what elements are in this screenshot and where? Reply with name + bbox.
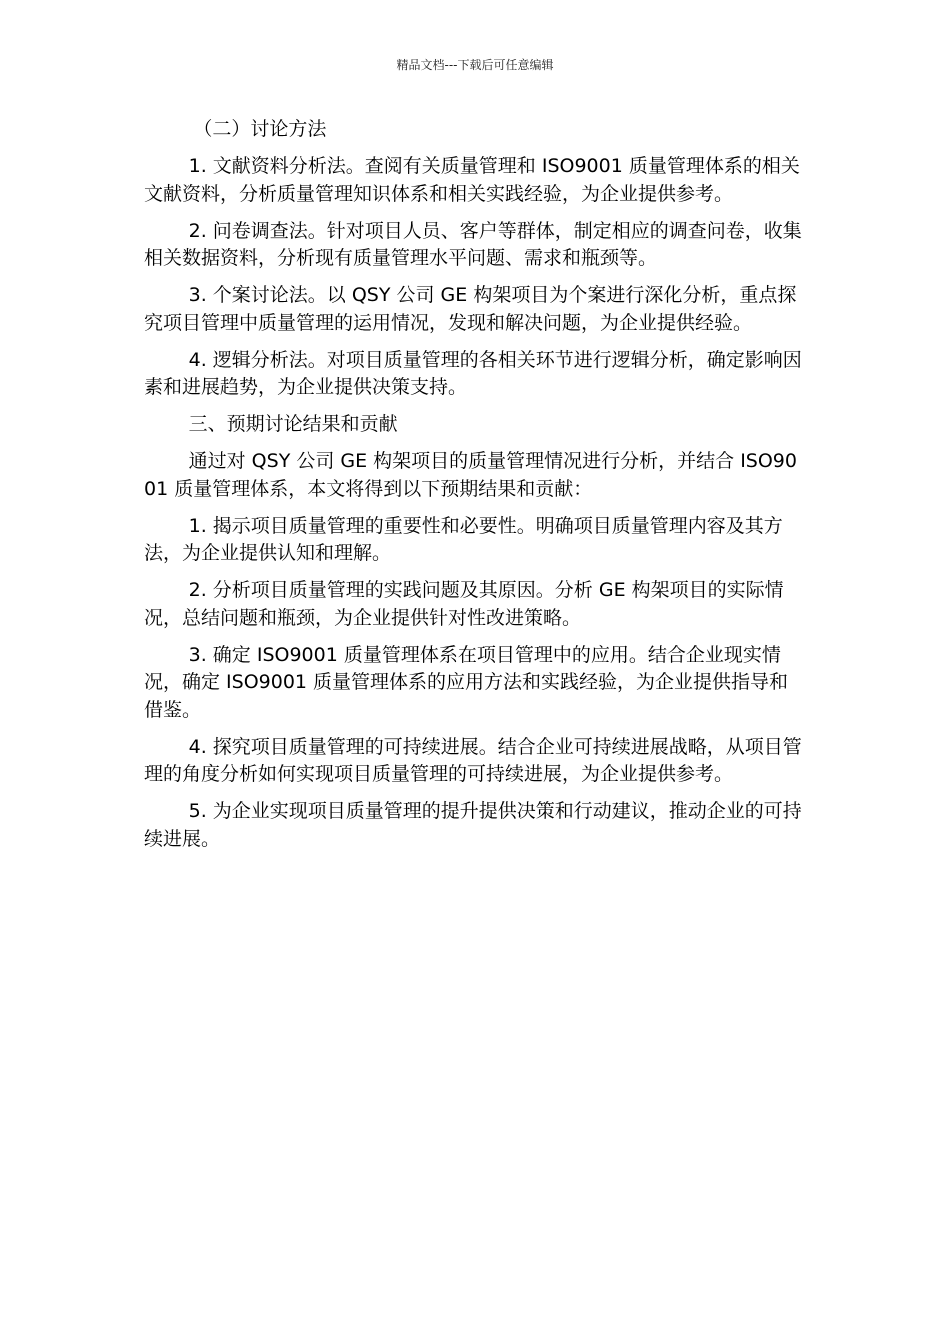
result-item: 3. 确定 ISO9001 质量管理体系在项目管理中的应用。结合企业现实情况，确定 ISO9001 质量管理体系的应用方法和实践经验，为企业提供指导和借鉴。 bbox=[144, 643, 789, 721]
method-item: 2. 问卷调查法。针对项目人员、客户等群体，制定相应的调查问卷，收集相关数据资料，分析现有质量管理水平问题、需求和瓶颈等。 bbox=[144, 219, 802, 269]
result-item: 2. 分析项目质量管理的实践问题及其原因。分析 GE 构架项目的实际情况，总结问题和瓶颈，为企业提供针对性改进策略。 bbox=[144, 579, 784, 629]
document-body bbox=[144, 116, 806, 863]
results-intro: 通过对 QSY 公司 GE 构架项目的质量管理情况进行分析，并结合 ISO9001 质量管理体系，本文将得到以下预期结果和贡献： bbox=[144, 450, 797, 500]
method-item: 1. 文献资料分析法。查阅有关质量管理和 ISO9001 质量管理体系的相关文献资料，分析质量管理知识体系和相关实践经验，为企业提供参考。 bbox=[144, 155, 800, 205]
result-item: 1. 揭示项目质量管理的重要性和必要性。明确项目质量管理内容及其方法，为企业提供认知和理解。 bbox=[144, 514, 783, 564]
method-item: 3. 个案讨论法。以 QSY 公司 GE 构架项目为个案进行深化分析，重点探究项目管理中质量管理的运用情况，发现和解决问题，为企业提供经验。 bbox=[144, 284, 797, 334]
result-item: 5. 为企业实现项目质量管理的提升提供决策和行动建议，推动企业的可持续进展。 bbox=[144, 800, 802, 850]
page-header: 精品文档---下载后可任意编辑 bbox=[396, 58, 554, 72]
section-heading-methods: （二）讨论方法 bbox=[193, 118, 327, 140]
section-heading-results: 三、预期讨论结果和贡献 bbox=[188, 413, 398, 435]
result-item: 4. 探究项目质量管理的可持续进展。结合企业可持续进展战略，从项目管理的角度分析如何实现项目质量管理的可持续进展，为企业提供参考。 bbox=[144, 735, 802, 785]
method-item: 4. 逻辑分析法。对项目质量管理的各相关环节进行逻辑分析，确定影响因素和进展趋势，为企业提供决策支持。 bbox=[144, 348, 802, 398]
